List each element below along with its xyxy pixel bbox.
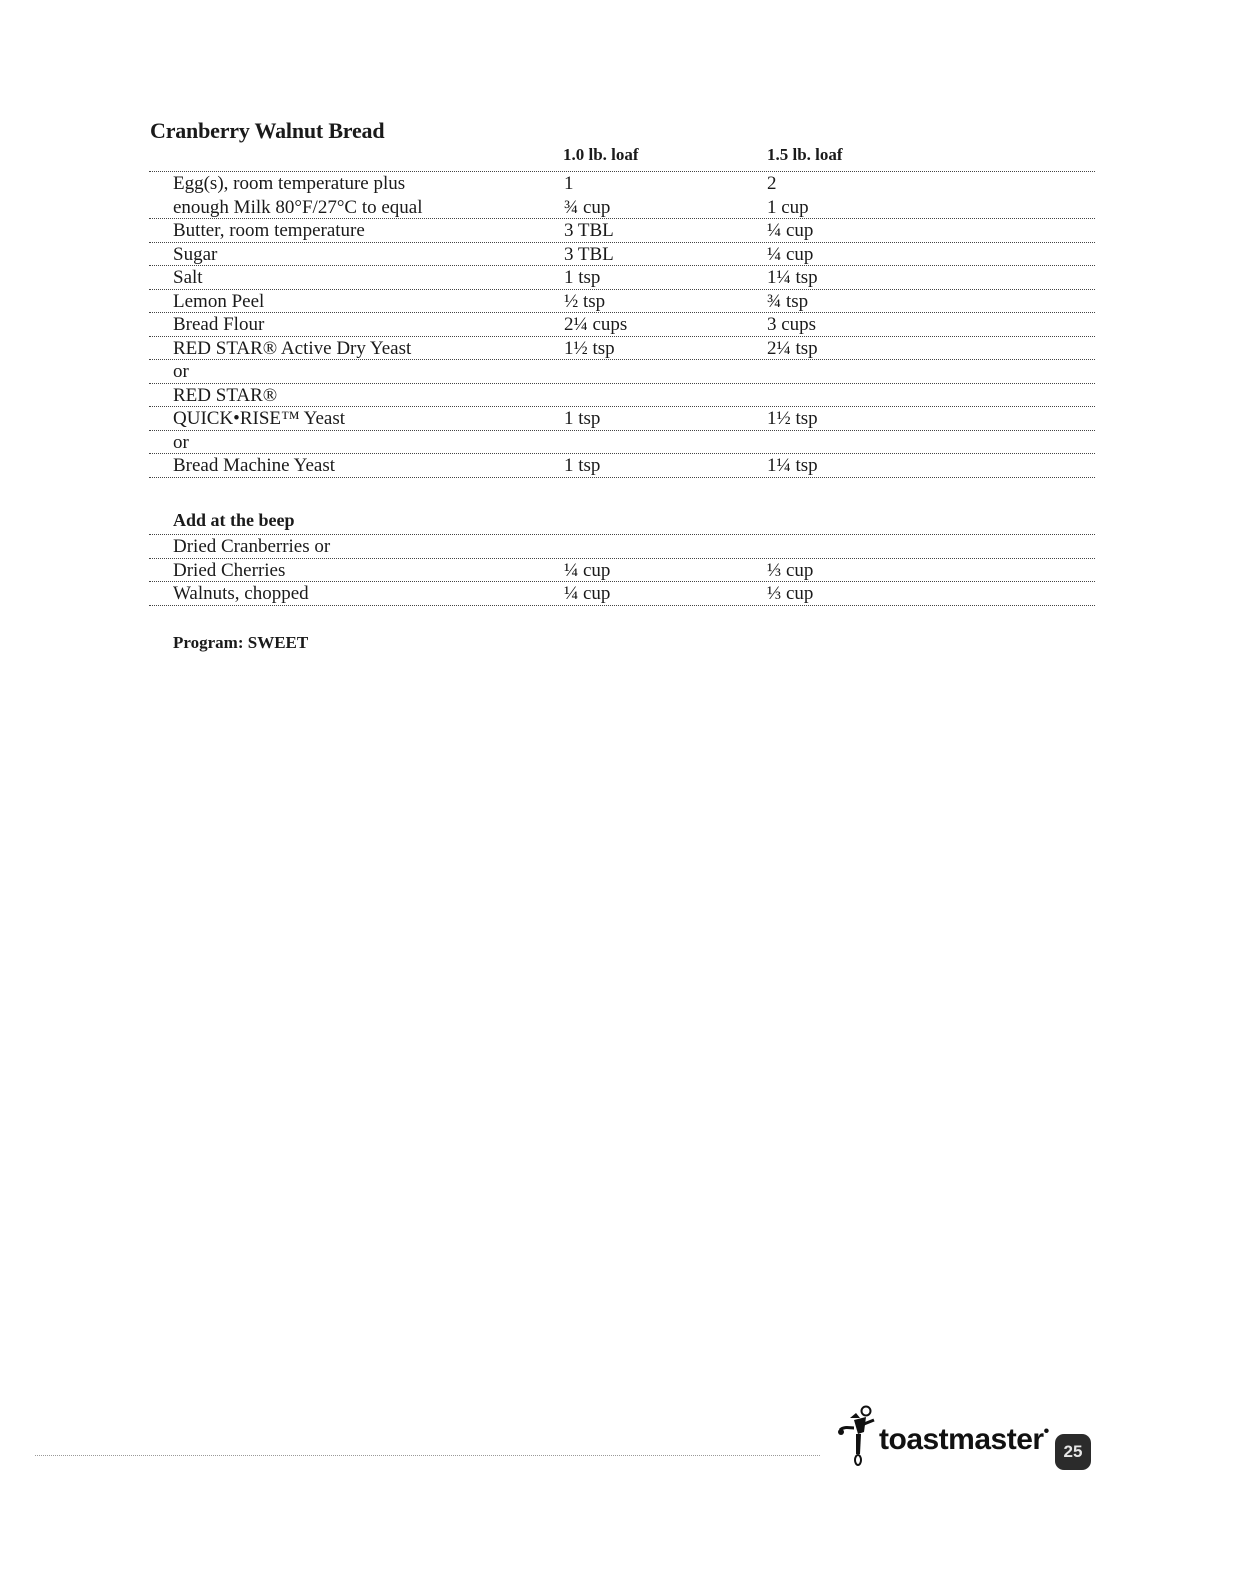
ingredient-name: Bread Flour <box>173 314 265 335</box>
table-row <box>149 407 1095 431</box>
add-ins-table <box>149 534 1095 606</box>
chef-figure-icon <box>836 1404 880 1466</box>
ingredient-name: RED STAR® <box>173 384 278 406</box>
ingredient-name: Dried Cherries <box>173 559 286 581</box>
amount-1-5lb: 3 cups <box>767 314 817 335</box>
table-row <box>149 172 1095 196</box>
brand-name: toastmaster <box>879 1423 1044 1456</box>
table-row <box>149 559 1095 583</box>
amount-1-5lb: ¼ cup <box>767 243 814 265</box>
ingredient-name: or <box>173 361 189 382</box>
column-header-1-5lb: 1.5 lb. loaf <box>767 145 843 164</box>
table-row <box>149 313 1095 337</box>
table-row <box>149 360 1095 384</box>
amount-1lb: 1 tsp <box>564 408 601 429</box>
brand-mark: • <box>1043 1423 1049 1440</box>
amount-1-5lb: ¾ tsp <box>767 290 809 312</box>
table-row <box>149 337 1095 361</box>
table-row <box>149 384 1095 408</box>
program-setting: Program: SWEET <box>173 633 309 652</box>
amount-1-5lb: ⅓ cup <box>767 583 814 604</box>
amount-1-5lb: 1½ tsp <box>767 408 818 429</box>
ingredient-name: Dried Cranberries or <box>173 536 331 557</box>
ingredient-name: Egg(s), room temperature plus <box>173 173 406 194</box>
amount-1-5lb: 2¼ tsp <box>767 337 818 359</box>
amount-1lb: 1 tsp <box>564 267 601 288</box>
amount-1lb: 1½ tsp <box>564 337 615 359</box>
table-row <box>149 266 1095 290</box>
amount-1-5lb: ¼ cup <box>767 220 814 241</box>
ingredient-name: RED STAR® Active Dry Yeast <box>173 337 412 359</box>
ingredient-name: Bread Machine Yeast <box>173 455 335 476</box>
ingredient-name: enough Milk 80°F/27°C to equal <box>173 196 423 218</box>
amount-1-5lb: 1¼ tsp <box>767 455 818 476</box>
ingredient-name: Lemon Peel <box>173 290 265 312</box>
brand-logo-text <box>879 1423 1049 1457</box>
amount-1-5lb: 1¼ tsp <box>767 267 818 288</box>
ingredient-name: or <box>173 431 189 453</box>
amount-1lb: 3 TBL <box>564 220 614 241</box>
add-at-beep-heading: Add at the beep <box>173 510 295 530</box>
table-row <box>149 431 1095 455</box>
table-row <box>149 219 1095 243</box>
amount-1-5lb: 1 cup <box>767 196 809 218</box>
page-number-badge: 25 <box>1055 1434 1091 1470</box>
ingredient-name: QUICK•RISE™ Yeast <box>173 408 346 429</box>
amount-1lb: 2¼ cups <box>564 314 628 335</box>
recipe-title: Cranberry Walnut Bread <box>150 118 385 143</box>
amount-1lb: ½ tsp <box>564 290 606 312</box>
ingredient-name: Butter, room temperature <box>173 220 365 241</box>
column-header-1lb: 1.0 lb. loaf <box>563 145 639 164</box>
ingredient-name: Walnuts, chopped <box>173 583 309 604</box>
amount-1lb: 3 TBL <box>564 243 614 265</box>
amount-1lb: 1 tsp <box>564 455 601 476</box>
table-row <box>149 582 1095 606</box>
table-row <box>149 290 1095 314</box>
ingredient-name: Sugar <box>173 243 218 265</box>
amount-1lb: ¼ cup <box>564 583 611 604</box>
table-row <box>149 243 1095 267</box>
amount-1lb: 1 <box>564 173 574 194</box>
amount-1lb: ¼ cup <box>564 559 611 581</box>
amount-1lb: ¾ cup <box>564 196 611 218</box>
table-row <box>149 535 1095 559</box>
footer-divider <box>35 1455 820 1456</box>
table-row <box>149 454 1095 478</box>
ingredient-name: Salt <box>173 267 203 288</box>
ingredients-table <box>149 171 1095 478</box>
table-row <box>149 196 1095 220</box>
amount-1-5lb: 2 <box>767 173 777 194</box>
amount-1-5lb: ⅓ cup <box>767 559 814 581</box>
